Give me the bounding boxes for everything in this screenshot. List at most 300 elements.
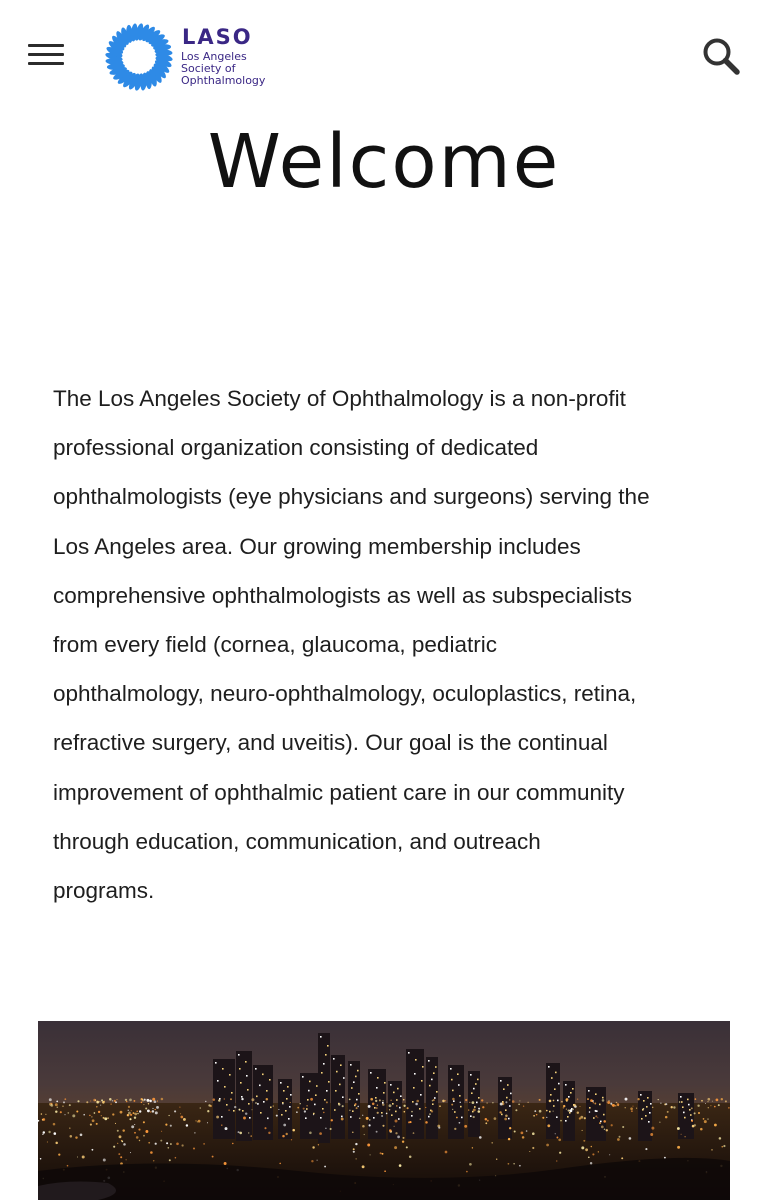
city-light xyxy=(282,1103,283,1104)
city-light xyxy=(299,1103,300,1104)
city-light xyxy=(556,1160,557,1161)
city-light xyxy=(442,1100,445,1103)
city-light xyxy=(608,1100,609,1101)
city-light xyxy=(104,1117,107,1120)
city-light xyxy=(92,1119,95,1122)
window-light xyxy=(450,1068,452,1070)
city-light xyxy=(355,1143,357,1145)
city-light xyxy=(134,1113,137,1116)
city-light xyxy=(121,1141,123,1143)
city-light xyxy=(569,1109,572,1112)
city-light xyxy=(486,1102,487,1103)
city-light xyxy=(183,1118,186,1121)
city-light xyxy=(194,1132,195,1133)
window-light xyxy=(339,1084,341,1086)
window-light xyxy=(289,1106,291,1108)
city-light xyxy=(472,1101,475,1104)
city-light xyxy=(612,1104,615,1107)
city-light xyxy=(208,1104,210,1106)
city-light xyxy=(416,1100,419,1103)
window-light xyxy=(238,1054,240,1056)
city-light xyxy=(70,1135,73,1138)
window-light xyxy=(689,1109,691,1111)
city-light xyxy=(677,1127,680,1130)
city-light xyxy=(438,1127,440,1129)
city-light xyxy=(504,1118,507,1121)
city-light xyxy=(248,1132,249,1133)
window-light xyxy=(326,1090,328,1092)
city-light xyxy=(445,1100,446,1101)
city-light xyxy=(161,1098,164,1101)
window-light xyxy=(681,1101,683,1103)
city-light xyxy=(56,1101,58,1103)
city-light xyxy=(595,1115,597,1117)
window-light xyxy=(470,1115,472,1117)
city-light xyxy=(588,1156,590,1158)
window-light xyxy=(422,1066,424,1068)
city-light xyxy=(120,1156,122,1158)
window-light xyxy=(553,1105,555,1107)
window-light xyxy=(241,1096,243,1098)
city-light xyxy=(382,1153,384,1155)
window-light xyxy=(428,1060,430,1062)
window-light xyxy=(358,1093,360,1095)
city-light xyxy=(369,1119,370,1120)
window-light xyxy=(340,1064,342,1066)
city-light xyxy=(601,1126,604,1129)
city-light xyxy=(555,1133,556,1134)
city-light xyxy=(255,1102,256,1103)
city-light xyxy=(216,1116,219,1119)
city-light xyxy=(582,1130,583,1131)
city-light xyxy=(629,1137,632,1140)
window-light xyxy=(452,1090,454,1092)
city-light xyxy=(389,1129,392,1132)
window-light xyxy=(355,1076,357,1078)
skyline-building xyxy=(498,1077,512,1139)
site-logo[interactable] xyxy=(100,18,290,94)
city-light xyxy=(454,1128,456,1130)
city-light xyxy=(154,1100,157,1103)
window-light xyxy=(432,1103,434,1105)
window-light xyxy=(589,1107,591,1109)
window-light xyxy=(397,1088,399,1090)
city-light xyxy=(125,1099,127,1101)
window-light xyxy=(588,1090,590,1092)
skyline-building xyxy=(300,1073,318,1139)
window-light xyxy=(684,1117,686,1119)
city-light xyxy=(126,1101,127,1102)
city-light xyxy=(143,1135,145,1137)
city-light xyxy=(721,1146,723,1148)
menu-button[interactable] xyxy=(26,38,68,72)
city-light xyxy=(362,1165,365,1168)
city-light xyxy=(357,1106,359,1108)
window-light xyxy=(408,1052,410,1054)
city-light xyxy=(268,1132,270,1134)
logo-line-2: Society of xyxy=(181,62,236,75)
window-light xyxy=(603,1114,605,1116)
search-button[interactable] xyxy=(700,36,744,78)
city-light xyxy=(133,1112,135,1114)
city-light xyxy=(625,1098,628,1101)
city-light xyxy=(180,1116,183,1119)
city-light xyxy=(390,1100,391,1101)
city-light xyxy=(403,1099,405,1101)
city-light xyxy=(131,1110,132,1111)
logo-line-3: Ophthalmology xyxy=(181,74,266,87)
city-light xyxy=(370,1154,371,1155)
city-light xyxy=(230,1098,232,1100)
city-light xyxy=(698,1112,700,1114)
window-light xyxy=(233,1110,235,1112)
window-light xyxy=(599,1104,601,1106)
city-light xyxy=(636,1108,637,1109)
city-light xyxy=(632,1106,633,1107)
window-light xyxy=(215,1062,217,1064)
city-light xyxy=(528,1102,529,1103)
city-light xyxy=(63,1101,65,1103)
window-light xyxy=(288,1118,290,1120)
city-light xyxy=(407,1107,409,1109)
window-light xyxy=(353,1081,355,1083)
window-light xyxy=(478,1097,480,1099)
city-light xyxy=(592,1153,594,1155)
city-light xyxy=(610,1103,612,1105)
city-light xyxy=(616,1102,618,1104)
city-light xyxy=(451,1104,453,1106)
window-light xyxy=(471,1092,473,1094)
window-light xyxy=(229,1074,231,1076)
city-light xyxy=(58,1153,60,1155)
city-light xyxy=(456,1117,458,1119)
city-light xyxy=(77,1156,78,1157)
window-light xyxy=(248,1103,250,1105)
city-light xyxy=(364,1134,365,1135)
city-light xyxy=(714,1106,716,1108)
city-light xyxy=(134,1132,136,1134)
window-light xyxy=(334,1109,336,1111)
city-light xyxy=(149,1100,152,1103)
city-light xyxy=(144,1099,146,1101)
city-light xyxy=(593,1102,594,1103)
city-light xyxy=(677,1146,680,1149)
window-light xyxy=(413,1087,415,1089)
window-light xyxy=(500,1080,502,1082)
city-light xyxy=(691,1107,693,1109)
window-light xyxy=(555,1072,557,1074)
window-light xyxy=(222,1068,224,1070)
window-light xyxy=(600,1121,602,1123)
city-light xyxy=(232,1143,233,1144)
city-light xyxy=(701,1100,703,1102)
city-light xyxy=(131,1125,134,1128)
city-light xyxy=(563,1105,565,1107)
city-light xyxy=(115,1123,116,1124)
window-light xyxy=(477,1079,479,1081)
city-light xyxy=(213,1098,216,1101)
city-light xyxy=(536,1114,538,1116)
city-light xyxy=(107,1117,109,1119)
city-light xyxy=(264,1127,266,1129)
city-light xyxy=(572,1109,574,1111)
window-light xyxy=(246,1075,248,1077)
city-light xyxy=(123,1143,126,1146)
hamburger-icon-bar xyxy=(28,44,64,47)
city-light xyxy=(55,1103,58,1106)
city-light xyxy=(296,1111,298,1113)
iris-sunburst-icon xyxy=(102,20,176,94)
city-light xyxy=(625,1107,626,1108)
city-light xyxy=(598,1151,599,1152)
window-light xyxy=(343,1077,345,1079)
window-light xyxy=(376,1087,378,1089)
city-light xyxy=(513,1163,514,1164)
city-light xyxy=(621,1157,623,1159)
window-light xyxy=(290,1094,292,1096)
window-light xyxy=(305,1117,307,1119)
city-light xyxy=(583,1140,585,1142)
city-light xyxy=(577,1111,579,1113)
city-light xyxy=(356,1158,357,1159)
city-light xyxy=(41,1113,43,1115)
city-light xyxy=(83,1114,85,1116)
window-light xyxy=(501,1114,503,1116)
city-light xyxy=(508,1138,510,1140)
window-light xyxy=(595,1093,597,1095)
window-light xyxy=(435,1066,437,1068)
city-light xyxy=(566,1108,567,1109)
city-light xyxy=(130,1114,132,1116)
city-light xyxy=(395,1120,398,1123)
window-light xyxy=(307,1099,309,1101)
city-light xyxy=(239,1109,241,1111)
city-light xyxy=(160,1140,162,1142)
city-light xyxy=(518,1103,520,1105)
city-light xyxy=(139,1140,140,1141)
city-light xyxy=(397,1136,400,1139)
city-light xyxy=(266,1098,268,1100)
window-light xyxy=(551,1077,553,1079)
window-light xyxy=(320,1117,322,1119)
skyline-building xyxy=(278,1079,292,1139)
city-light xyxy=(425,1121,428,1124)
city-light xyxy=(127,1115,128,1116)
city-light xyxy=(631,1110,633,1112)
window-light xyxy=(508,1118,510,1120)
window-light xyxy=(382,1102,384,1104)
city-light xyxy=(590,1162,592,1164)
city-light xyxy=(515,1109,517,1111)
skyline-building xyxy=(236,1051,252,1141)
window-light xyxy=(503,1088,505,1090)
window-light xyxy=(393,1092,395,1094)
city-light xyxy=(49,1098,52,1101)
city-light xyxy=(617,1138,620,1141)
city-light xyxy=(459,1122,461,1124)
city-light xyxy=(594,1103,596,1105)
window-light xyxy=(509,1105,511,1107)
city-light xyxy=(469,1102,470,1103)
city-light xyxy=(349,1098,351,1100)
city-light xyxy=(703,1118,705,1120)
city-light xyxy=(521,1132,524,1135)
city-light xyxy=(584,1117,586,1119)
city-light xyxy=(382,1100,383,1101)
city-light xyxy=(141,1102,143,1104)
window-light xyxy=(506,1097,508,1099)
window-light xyxy=(647,1097,649,1099)
city-light xyxy=(692,1125,695,1128)
city-light xyxy=(203,1143,205,1145)
city-light xyxy=(112,1113,114,1115)
city-light xyxy=(505,1115,508,1118)
city-light xyxy=(452,1098,455,1101)
window-light xyxy=(682,1106,684,1108)
city-light xyxy=(325,1128,326,1129)
window-light xyxy=(392,1103,394,1105)
city-light xyxy=(142,1099,143,1100)
city-light xyxy=(707,1118,708,1119)
city-light xyxy=(96,1101,99,1104)
city-light xyxy=(330,1128,332,1130)
city-light xyxy=(553,1100,555,1102)
city-light xyxy=(198,1120,201,1123)
city-light xyxy=(369,1124,371,1126)
city-light xyxy=(353,1151,355,1153)
window-light xyxy=(323,1063,325,1065)
window-light xyxy=(459,1095,461,1097)
city-light xyxy=(318,1144,319,1145)
window-light xyxy=(457,1073,459,1075)
city-light xyxy=(389,1104,392,1107)
city-light xyxy=(721,1098,723,1100)
city-light xyxy=(478,1110,481,1113)
city-light xyxy=(546,1144,549,1147)
city-light xyxy=(353,1148,355,1150)
window-light xyxy=(315,1094,317,1096)
city-light xyxy=(409,1155,412,1158)
window-light xyxy=(572,1088,574,1090)
city-light xyxy=(218,1099,220,1101)
city-light xyxy=(250,1135,251,1136)
city-light xyxy=(651,1127,654,1130)
city-light xyxy=(519,1165,521,1167)
city-light xyxy=(409,1121,411,1123)
city-light xyxy=(90,1100,91,1101)
city-light xyxy=(103,1117,105,1119)
window-light xyxy=(375,1097,377,1099)
city-light xyxy=(152,1098,155,1101)
city-light xyxy=(389,1109,390,1110)
city-light xyxy=(603,1120,606,1123)
window-light xyxy=(287,1086,289,1088)
window-light xyxy=(649,1112,651,1114)
city-light xyxy=(394,1126,395,1127)
window-light xyxy=(645,1115,647,1117)
city-light xyxy=(433,1099,435,1101)
city-light xyxy=(514,1130,516,1132)
city-light xyxy=(323,1112,325,1114)
city-light xyxy=(324,1166,326,1168)
city-light xyxy=(64,1114,65,1115)
city-light xyxy=(546,1117,547,1118)
window-light xyxy=(280,1082,282,1084)
city-light xyxy=(522,1136,525,1139)
window-light xyxy=(231,1092,233,1094)
city-light xyxy=(413,1132,415,1134)
window-light xyxy=(308,1090,310,1092)
city-light xyxy=(556,1137,558,1139)
city-light xyxy=(652,1107,653,1108)
city-light xyxy=(69,1104,71,1106)
city-light xyxy=(539,1110,542,1113)
city-light xyxy=(286,1133,288,1135)
city-light xyxy=(553,1111,554,1112)
window-light xyxy=(342,1096,344,1098)
city-light xyxy=(90,1124,92,1126)
city-light xyxy=(153,1160,154,1161)
city-light xyxy=(283,1124,286,1127)
city-light xyxy=(86,1101,88,1103)
city-light xyxy=(126,1159,127,1160)
window-light xyxy=(302,1076,304,1078)
city-light xyxy=(129,1118,131,1120)
city-light xyxy=(481,1099,483,1101)
window-light xyxy=(381,1112,383,1114)
city-light xyxy=(137,1113,139,1115)
city-light xyxy=(367,1144,370,1147)
city-light xyxy=(499,1111,501,1113)
city-light xyxy=(193,1147,195,1149)
city-light xyxy=(382,1125,384,1127)
window-light xyxy=(428,1116,430,1118)
city-light xyxy=(207,1110,209,1112)
city-light xyxy=(425,1107,426,1108)
city-light xyxy=(72,1114,75,1117)
window-light xyxy=(245,1061,247,1063)
city-light xyxy=(317,1160,318,1161)
city-light xyxy=(139,1110,141,1112)
window-light xyxy=(324,1099,326,1101)
city-light xyxy=(143,1121,145,1123)
city-light xyxy=(579,1117,581,1119)
intro-paragraph: The Los Angeles Society of Ophthalmology is a non-profit professional organization consisting of dedicated ophthalmologists (eye physicians and surgeons) serving the Los Angeles area. Our growing membership includes comprehensive ophthalmologists as well as subspecialists from every field (cornea, glaucoma, pediatric ophthalmology, neuro-ophthalmology, oculoplastics, retina, refractive surgery, and uveitis). Our goal is the continual improvement of ophthalmic patient care in our community through education, communication, and outreach programs. xyxy=(53,386,650,904)
city-light xyxy=(719,1137,722,1140)
city-light xyxy=(113,1146,115,1148)
window-light xyxy=(505,1109,507,1111)
hamburger-icon-bar xyxy=(28,53,64,56)
window-light xyxy=(352,1110,354,1112)
city-light xyxy=(291,1139,292,1140)
city-light xyxy=(170,1125,172,1127)
window-light xyxy=(391,1114,393,1116)
city-light xyxy=(168,1115,169,1116)
city-light xyxy=(82,1156,85,1159)
city-light xyxy=(589,1111,591,1113)
window-light xyxy=(641,1118,643,1120)
city-light xyxy=(205,1101,206,1102)
city-light xyxy=(700,1128,703,1131)
window-light xyxy=(321,1072,323,1074)
city-light xyxy=(697,1104,699,1106)
city-light xyxy=(148,1142,150,1144)
skyline-building xyxy=(468,1071,480,1137)
city-light xyxy=(166,1142,168,1144)
window-light xyxy=(351,1087,353,1089)
window-light xyxy=(314,1104,316,1106)
window-light xyxy=(683,1112,685,1114)
